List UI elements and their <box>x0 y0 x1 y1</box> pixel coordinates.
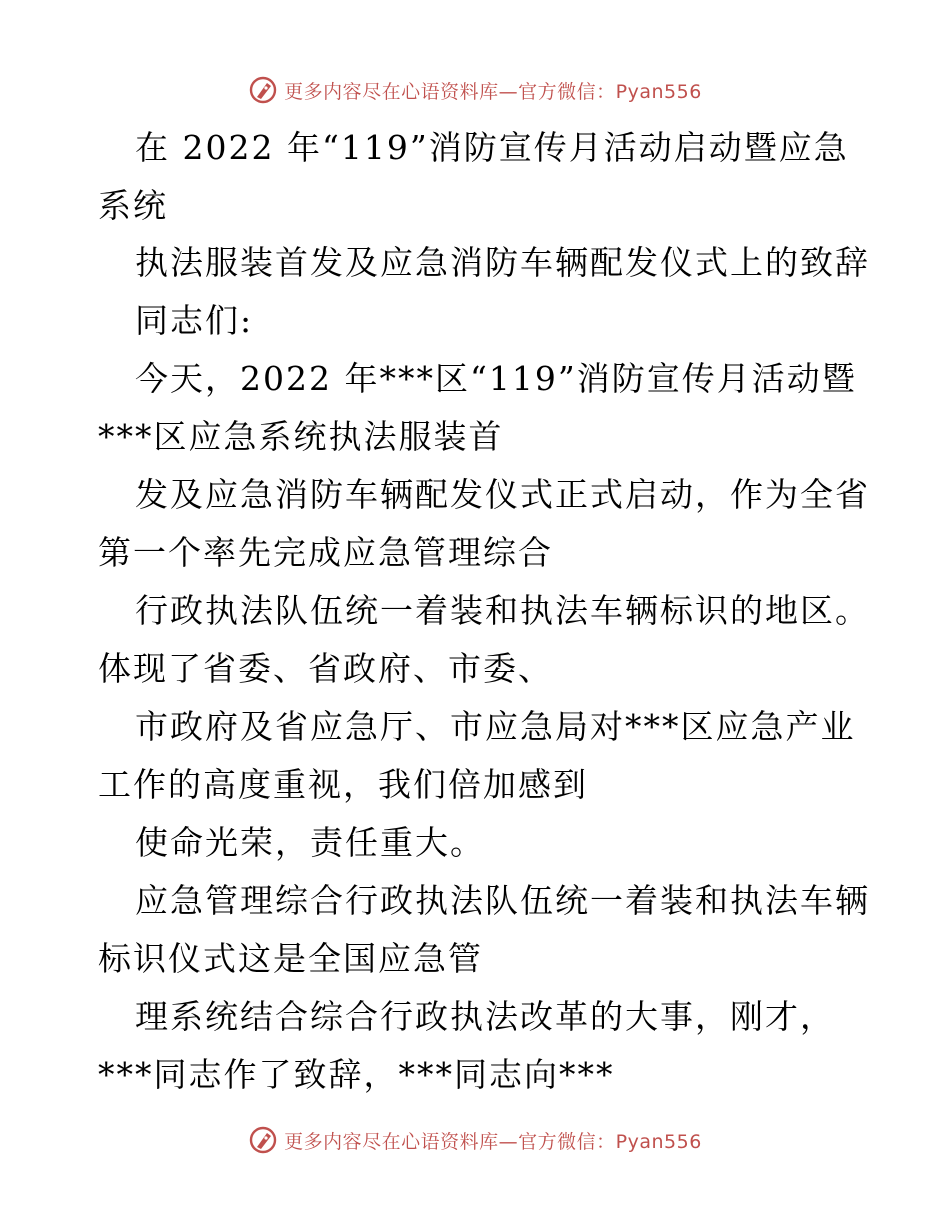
paragraph-line: 理系统结合综合行政执法改革的大事，刚才， <box>135 997 835 1036</box>
paragraph-line: 发及应急消防车辆配发仪式正式启动，作为全省 <box>135 475 870 514</box>
paragraph-line: 应急管理综合行政执法队伍统一着装和执法车辆 <box>135 881 870 920</box>
watermark-text: 更多内容尽在心语资料库—官方微信：Pyan556 <box>284 80 702 103</box>
title-line-1: 在 2022 年“119”消防宣传月活动启动暨应急 <box>135 128 849 167</box>
salutation: 同志们: <box>135 301 254 340</box>
paragraph-line: 今天，2022 年***区“119”消防宣传月活动暨 <box>135 359 857 398</box>
paragraph-line: 标识仪式这是全国应急管 <box>98 939 483 978</box>
paragraph-line: ***同志作了致辞，***同志向*** <box>98 1055 615 1094</box>
paragraph-line: 体现了省委、省政府、市委、 <box>98 649 553 688</box>
watermark-wechat-id: Pyan556 <box>615 80 702 103</box>
paragraph-line: 使命光荣，责任重大。 <box>135 823 485 862</box>
paragraph-line: 行政执法队伍统一着装和执法车辆标识的地区。 <box>135 591 870 630</box>
watermark-wechat-id: Pyan556 <box>615 1130 702 1153</box>
title-line-2: 系统 <box>98 186 168 225</box>
pen-nib-seal-icon <box>248 1125 278 1155</box>
pen-nib-seal-icon <box>248 75 278 105</box>
paragraph-line: 第一个率先完成应急管理综合 <box>98 533 553 572</box>
title-line-3: 执法服装首发及应急消防车辆配发仪式上的致辞 <box>135 243 870 282</box>
watermark-footer <box>0 1123 950 1157</box>
paragraph-line: ***区应急系统执法服装首 <box>98 417 504 456</box>
paragraph-line: 工作的高度重视，我们倍加感到 <box>98 765 588 804</box>
paragraph-line: 市政府及省应急厅、市应急局对***区应急产业 <box>135 707 856 746</box>
watermark-text: 更多内容尽在心语资料库—官方微信：Pyan556 <box>284 1130 702 1153</box>
watermark-header <box>0 73 950 107</box>
